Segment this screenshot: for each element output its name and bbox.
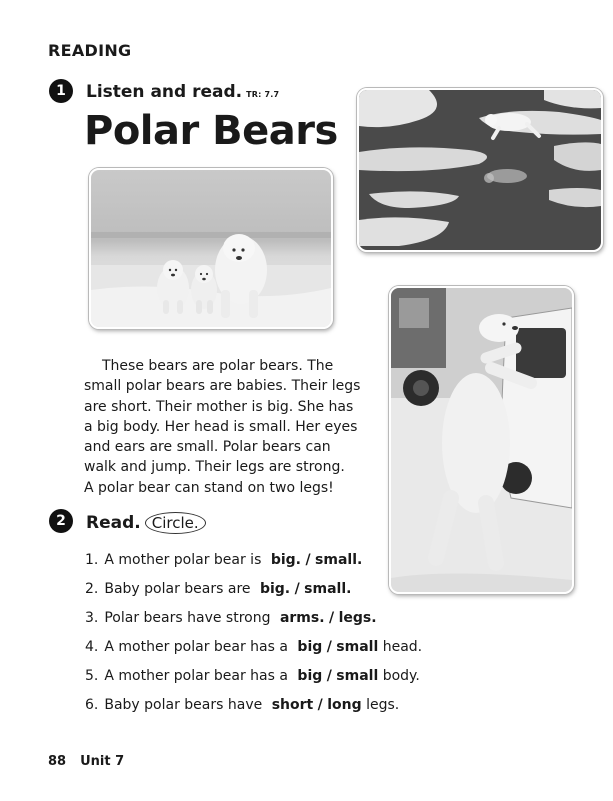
passage-line: walk and jump. Their legs are strong. [84, 459, 345, 476]
answer-option[interactable]: big. [259, 581, 291, 597]
question-text-end: legs. [366, 697, 400, 713]
passage-line: These bears are polar bears. The [102, 358, 334, 374]
question-text-end: body. [382, 668, 420, 684]
page-number: 88 [48, 754, 67, 769]
question-item-4 [85, 639, 422, 655]
activity-2-number-badge: 2 [49, 509, 73, 533]
question-text: A mother polar bear has a [104, 668, 288, 684]
question-text: A mother polar bear has a [104, 639, 288, 655]
question-item-1 [85, 552, 362, 568]
photo-mother-and-cubs-image [91, 170, 331, 327]
question-item-3 [85, 610, 377, 626]
circle-instruction: Circle. [145, 512, 206, 534]
question-item-5 [85, 668, 420, 684]
answer-option[interactable]: small [336, 639, 379, 655]
answer-option[interactable]: big. [270, 552, 301, 568]
activity-2-instruction: Read. [86, 513, 141, 533]
passage-line: a big body. Her head is small. Her eyes [84, 418, 358, 435]
passage-line: A polar bear can stand on two legs! [84, 479, 334, 496]
audio-track-label: TR: 7.7 [246, 90, 280, 99]
activity-1-instruction: Listen and read. [86, 82, 243, 102]
answer-option[interactable]: long [327, 697, 362, 713]
passage-line: are short. Their mother is big. She has [84, 398, 354, 415]
passage-line: small polar bears are babies. Their legs [84, 378, 361, 395]
answer-option[interactable]: arms. [279, 610, 325, 626]
photo-bear-standing-by-truck [389, 286, 574, 594]
option-separator: / [326, 668, 332, 684]
reading-passage [84, 356, 374, 498]
answer-option[interactable]: small. [304, 581, 352, 597]
option-separator: / [305, 552, 311, 568]
page-footer [48, 754, 124, 769]
photo-bear-on-ice [357, 88, 603, 252]
question-text: Baby polar bears are [104, 581, 251, 597]
question-number: 6. [85, 697, 99, 713]
photo-mother-and-cubs [89, 168, 333, 329]
activity-1-number-badge: 1 [49, 79, 73, 103]
unit-label: Unit 7 [80, 754, 125, 769]
answer-option[interactable]: legs. [338, 610, 377, 626]
question-number: 3. [85, 610, 99, 626]
option-separator: / [294, 581, 300, 597]
answer-option[interactable]: big [297, 668, 323, 684]
question-number: 1. [85, 552, 99, 568]
option-separator: / [328, 610, 335, 626]
activity-2-heading [86, 512, 206, 534]
photo-bear-standing-by-truck-image [391, 288, 572, 592]
question-item-2 [85, 581, 351, 597]
answer-option[interactable]: big [297, 639, 323, 655]
photo-bear-on-ice-image [359, 90, 601, 250]
answer-option[interactable]: short [271, 697, 314, 713]
answer-option[interactable]: small. [315, 552, 363, 568]
question-text: Polar bears have strong [104, 610, 271, 626]
question-text: Baby polar bears have [104, 697, 263, 713]
question-number: 5. [85, 668, 99, 684]
option-separator: / [326, 639, 332, 655]
question-number: 4. [85, 639, 99, 655]
page-title: Polar Bears [84, 108, 338, 154]
question-text: A mother polar bear is [104, 552, 262, 568]
question-text-end: head. [382, 639, 423, 655]
option-separator: / [317, 697, 323, 713]
question-item-6 [85, 697, 399, 713]
passage-line: and ears are small. Polar bears can [84, 439, 331, 456]
question-number: 2. [85, 581, 99, 597]
answer-option[interactable]: small [336, 668, 379, 684]
activity-1-heading [86, 82, 279, 102]
section-label: READING [48, 41, 132, 60]
